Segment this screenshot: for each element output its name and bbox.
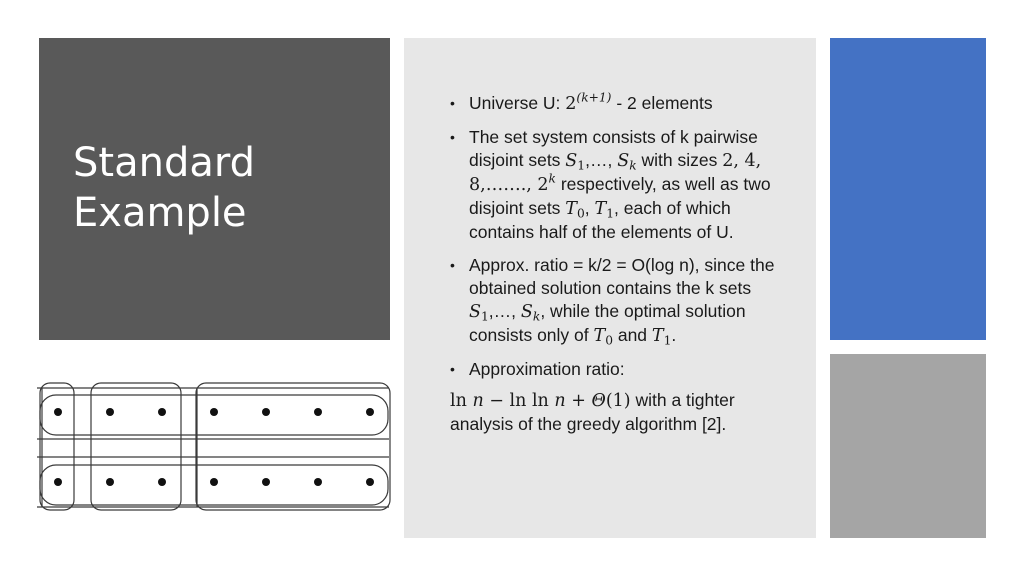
math-theta: Θ bbox=[591, 391, 606, 411]
element-dot bbox=[158, 408, 166, 416]
ratio-formula-paragraph bbox=[450, 389, 780, 436]
content-panel bbox=[404, 38, 816, 538]
bullet-dot: • bbox=[450, 129, 455, 145]
element-dot bbox=[262, 408, 270, 416]
element-dot bbox=[54, 478, 62, 486]
slide-title-line-2: Example bbox=[73, 190, 247, 236]
math-subscript: 1 bbox=[663, 333, 672, 348]
math-symbol: T bbox=[594, 199, 607, 219]
math-exponent: (k+1) bbox=[576, 90, 612, 105]
element-dot bbox=[366, 408, 374, 416]
set-s1-outline bbox=[40, 383, 74, 510]
bullet-text: ,…, bbox=[585, 150, 618, 170]
bullet-text: Approx. ratio = k/2 = O(log n), since the obtained solution contains the k sets bbox=[469, 255, 775, 298]
math-subscript: 1 bbox=[577, 158, 586, 173]
element-dot bbox=[106, 478, 114, 486]
math-symbol: T bbox=[651, 326, 664, 346]
bullet-approx-ratio bbox=[450, 254, 780, 348]
math-subscript: 1 bbox=[481, 309, 489, 324]
element-dot bbox=[210, 478, 218, 486]
math-sizes: 2, 4, 8,……., 2 bbox=[469, 151, 762, 195]
slide-title bbox=[73, 138, 255, 238]
math-symbol: n bbox=[472, 391, 484, 411]
math-symbol: S bbox=[617, 151, 630, 171]
set-system-diagram bbox=[37, 381, 393, 513]
bullet-universe bbox=[450, 92, 780, 116]
bullet-text: Approximation ratio: bbox=[469, 359, 625, 379]
element-dot bbox=[210, 408, 218, 416]
math-symbol: S bbox=[469, 302, 481, 322]
bullet-text: The set system consists of k pairwise disjoint sets bbox=[469, 127, 758, 170]
title-panel bbox=[39, 38, 390, 340]
element-dot bbox=[366, 478, 374, 486]
math-symbol: T bbox=[593, 326, 606, 346]
accent-gray-block bbox=[830, 354, 986, 538]
element-dot bbox=[314, 408, 322, 416]
math-subscript: 0 bbox=[605, 333, 613, 348]
math-one: (1) bbox=[605, 391, 631, 411]
element-dot bbox=[158, 478, 166, 486]
bullet-text: Universe U: bbox=[469, 93, 566, 113]
math-symbol: T bbox=[565, 199, 577, 219]
bullet-text: with sizes bbox=[636, 150, 723, 170]
math-symbol: S bbox=[565, 151, 578, 171]
element-dot bbox=[106, 408, 114, 416]
math-base: 2 bbox=[565, 94, 577, 114]
paragraph-text: with a tighter analysis of the greedy algorithm [2]. bbox=[450, 390, 735, 434]
math-symbol: S bbox=[520, 302, 533, 322]
bullet-text: - 2 elements bbox=[611, 93, 713, 113]
bullet-text: . bbox=[671, 325, 677, 345]
bullet-approximation-ratio bbox=[450, 358, 780, 381]
bullet-dot: • bbox=[450, 361, 455, 377]
content-body bbox=[450, 92, 780, 436]
bullet-dot: • bbox=[450, 257, 455, 273]
bullet-text: , while the optimal solution consists only of bbox=[469, 301, 746, 345]
math-subscript: k bbox=[532, 309, 541, 324]
bullet-text: ,…, bbox=[488, 301, 521, 321]
bullet-text: , bbox=[584, 198, 595, 218]
set-s3-outline bbox=[196, 383, 390, 510]
element-dot bbox=[262, 478, 270, 486]
bullet-text: and bbox=[612, 325, 652, 345]
math-exponent: k bbox=[548, 171, 556, 186]
math-subscript: 1 bbox=[606, 206, 614, 221]
bullet-dot: • bbox=[450, 95, 455, 111]
math-lnln: − ln ln bbox=[483, 391, 555, 411]
math-plus: + bbox=[565, 391, 592, 411]
set-s2-outline bbox=[91, 383, 181, 510]
bullet-set-system bbox=[450, 126, 780, 244]
bullet-text: respectively, as well as two disjoint sets bbox=[469, 174, 771, 218]
element-dot bbox=[54, 408, 62, 416]
bullet-text: , each of which contains half of the elements of U. bbox=[469, 198, 734, 242]
element-dot bbox=[314, 478, 322, 486]
math-ln: ln bbox=[450, 391, 473, 411]
math-symbol: n bbox=[554, 391, 566, 411]
math-subscript: k bbox=[629, 158, 637, 173]
slide-title-line-1: Standard bbox=[73, 140, 255, 186]
math-subscript: 0 bbox=[576, 206, 585, 221]
accent-blue-block bbox=[830, 38, 986, 340]
